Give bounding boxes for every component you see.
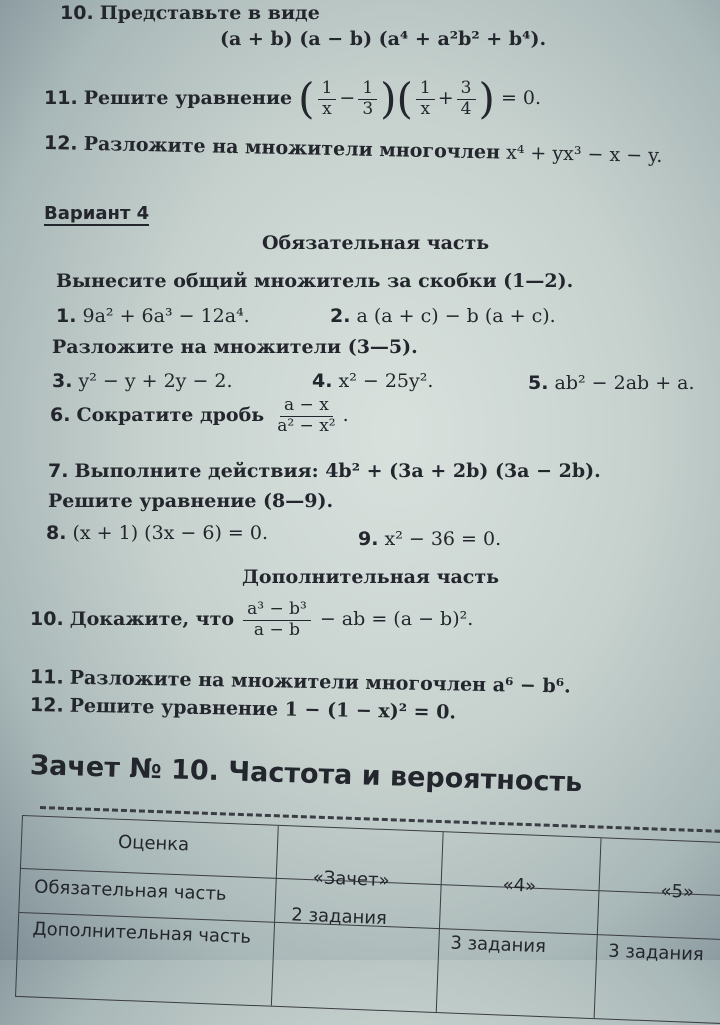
fraction: $\frac{1}{x}$: [318, 79, 337, 119]
table-divider: [436, 832, 444, 1012]
variant-title: Вариант 4: [44, 203, 150, 224]
table-header-grade: Оценка: [117, 831, 190, 856]
problem-5: 5. ab² − 2ab + a.: [528, 372, 695, 394]
problem-6: 6. Сократите дробь $\frac{a - x}{\text{a² − x²}}$ .: [50, 395, 349, 436]
problem-10: 10. Докажите, что $\frac{\text{a³ − b³}}{a - b}$ − ab = (a − b)².: [30, 599, 474, 640]
table-header-4: «4»: [502, 874, 537, 897]
problem-12: 12. Решите уравнение 1 − (1 − x)² = 0.: [29, 694, 457, 724]
table-cell: 3 задания: [449, 932, 547, 958]
problem-11-top: 11. Решите уравнение ( $\frac{1}{x}$ − $\frac{1}{3}$ )( $\frac{1}{x}$ + $\frac{3}{4}$ ) = 0.: [44, 74, 542, 123]
grading-table: [15, 815, 720, 1025]
table-row-label-extra: Дополнительная часть: [32, 918, 252, 948]
problem-10-expression: (a + b) (a − b) (a⁴ + a²b² + b⁴).: [220, 28, 547, 50]
problem-9: 9. x² − 36 = 0.: [358, 528, 502, 550]
fraction: $\frac{1}{3}$: [358, 79, 377, 119]
problem-11: 11. Разложите на множители многочлен a⁶ − b⁶.: [29, 666, 571, 698]
problem-3: 3. y² − y + 2y − 2.: [52, 370, 233, 392]
problem-10-top: 10. Представьте в виде: [60, 2, 320, 24]
fraction: $\frac{\text{a³ − b³}}{a - b}$: [243, 600, 311, 640]
fraction: $\frac{a - x}{\text{a² − x²}}$: [277, 395, 336, 436]
extra-heading: Дополнительная часть: [242, 566, 500, 588]
table-header-5: «5»: [660, 880, 695, 903]
instruction-3-5: Разложите на множители (3—5).: [52, 336, 418, 358]
table-cell: 3 задания: [607, 940, 705, 966]
problem-2: 2. a (a + c) − b (a + c).: [330, 305, 556, 327]
problem-4: 4. x² − 25y².: [312, 370, 434, 392]
table-row-label-mandatory: Обязательная часть: [33, 876, 227, 905]
fraction: $\frac{3}{4}$: [457, 79, 476, 119]
instruction-1-2: Вынесите общий множитель за скобки (1—2).: [56, 270, 574, 292]
problem-8: 8. (x + 1) (3x − 6) = 0.: [46, 522, 269, 544]
table-cell: 2 задания: [290, 904, 388, 930]
problem-7: 7. Выполните действия: 4b² + (3a + 2b) (3a − 2b).: [48, 460, 601, 482]
table-header-zachet: «Зачет»: [312, 867, 390, 892]
instruction-8-9: Решите уравнение (8—9).: [48, 490, 334, 512]
table-divider: [594, 838, 602, 1018]
problem-12-top: 12. Разложите на множители многочлен x⁴ + yx³ − x − y.: [43, 132, 663, 167]
mandatory-heading: Обязательная часть: [262, 232, 490, 254]
table-divider: [271, 826, 279, 1006]
problem-1: 1. 9a² + 6a³ − 12a⁴.: [56, 305, 250, 327]
zachet-title: Зачет № 10. Частота и вероятность: [29, 750, 583, 799]
fraction: $\frac{1}{x}$: [416, 79, 435, 119]
